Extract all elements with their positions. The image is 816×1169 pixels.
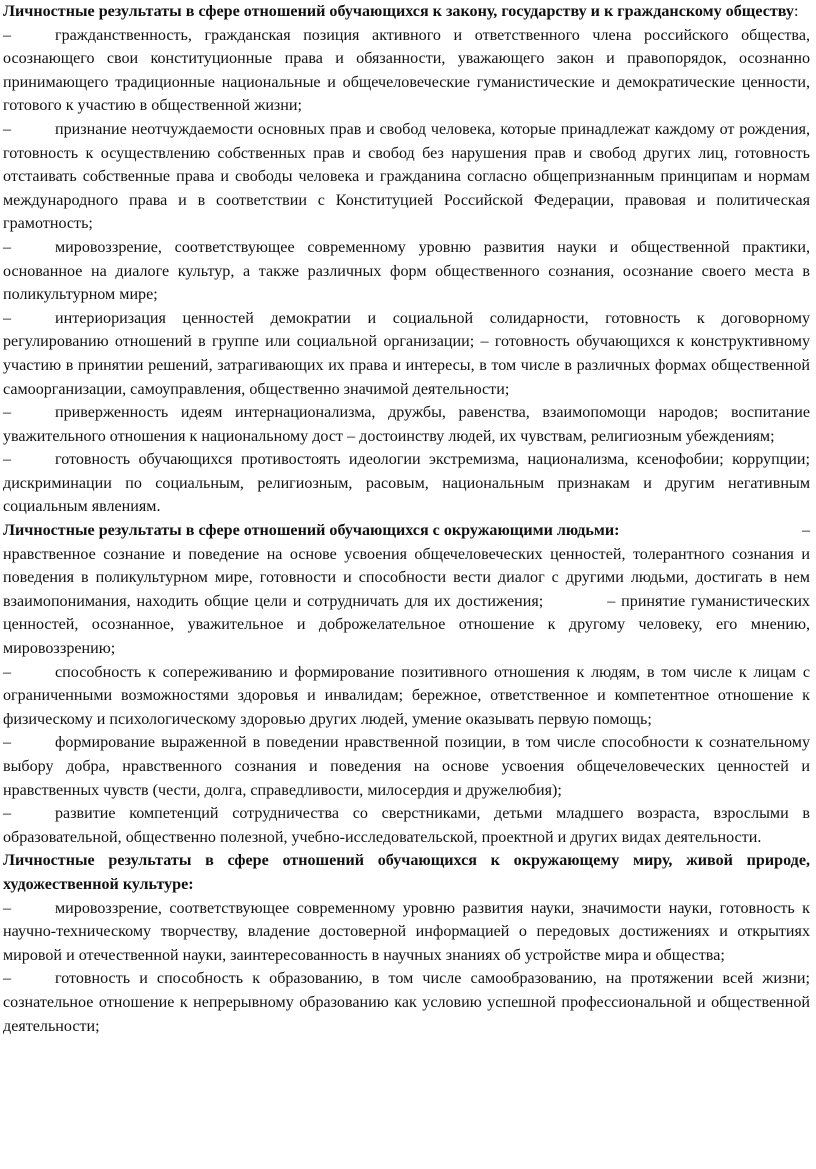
list-item-text: приверженность идеям интернационализма, дружбы, равенства, взаимопомощи народов; воспитание уважительного отношения к национальному дост – достоинству людей, их чувствам, религиозным убеждениям; bbox=[3, 404, 810, 445]
list-item bbox=[3, 661, 810, 732]
dash-marker: – bbox=[3, 970, 12, 988]
list-item bbox=[3, 897, 810, 968]
list-item-text: признание неотчуждаемости основных прав и свобод человека, которые принадлежат каждому от рождения, готовность к осуществлению собственных прав и свобод без нарушения прав и свобод других лиц, готовность отстаивать собственные права и свободы человека и гражданина согласно общепризнанным принципам и нормам международного права и в соответствии с Конституцией Российской Федерации, правовая и политическая грамотность; bbox=[3, 120, 810, 233]
dash-marker: – bbox=[3, 734, 12, 752]
dash-marker: – bbox=[3, 309, 12, 327]
list-item-text: мировоззрение, соответствующее современному уровню развития науки, значимости науки, готовность к научно-техническому творчеству, владение достоверной информацией о передовых достижениях и открытиях мировой и отечественной науки, заинтересованность в научных знаниях об устройстве мира и общества; bbox=[3, 899, 810, 964]
section-heading-text: Личностные результаты в сфере отношений обучающихся к окружающему миру, живой природе, художественной культуре: bbox=[3, 852, 810, 893]
list-item bbox=[3, 401, 810, 448]
list-item bbox=[3, 731, 810, 802]
list-item bbox=[3, 24, 810, 118]
list-item-text: готовность и способность к образованию, в том числе самообразованию, на протяжении всей жизни; сознательное отношение к непрерывному образованию как условию успешной профессиональной и общественной деятельности; bbox=[3, 970, 810, 1035]
list-item bbox=[3, 967, 810, 1038]
dash-marker: – bbox=[3, 238, 12, 256]
section-heading bbox=[3, 849, 810, 896]
list-item bbox=[3, 448, 810, 519]
list-item bbox=[3, 802, 810, 849]
section-heading bbox=[3, 519, 810, 543]
list-item-text: развитие компетенций сотрудничества со сверстниками, детьми младшего возраста, взрослыми в образовательной, общественно полезной, учебно-исследовательской, проектной и других видах деятельности. bbox=[3, 805, 810, 846]
heading-colon: : bbox=[793, 3, 799, 20]
list-item-text: готовность обучающихся противостоять идеологии экстремизма, национализма, ксенофобии; коррупции; дискриминации по социальным, религиозным, расовым, национальным признакам и другим негативным социальным явлениям. bbox=[3, 451, 810, 516]
list-item-text: формирование выраженной в поведении нравственной позиции, в том числе способности к сознательному выбору добра, нравственного сознания и поведения на основе усвоения общечеловеческих ценностей и нравственных чувств (чести, долга, справедливости, милосердия и дружелюбия); bbox=[3, 734, 810, 799]
list-item-text: мировоззрение, соответствующее современному уровню развития науки и общественной практики, основанное на диалоге культур, а также различных форм общественного сознания, осознание своего места в поликультурном мире; bbox=[3, 238, 810, 304]
dash-marker: – bbox=[3, 404, 12, 422]
list-item bbox=[3, 236, 810, 307]
list-item bbox=[3, 307, 810, 401]
heading-tail-dash: – bbox=[801, 522, 810, 540]
list-item-text: интериоризация ценностей демократии и социальной солидарности, готовность к договорному регулированию отношений в группе или социальной организации; – готовность обучающихся к конструктивному участию в принятии решений, затрагивающих их права и интересы, в том числе в различных формах общественной самоорганизации, самоуправления, общественно значимой деятельности; bbox=[3, 309, 810, 398]
dash-marker: – bbox=[3, 26, 12, 44]
list-item-text: нравственное сознание и поведение на основе усвоения общечеловеческих ценностей, толерантного сознания и поведения в поликультурном мире, готовности и способности вести диалог с другими людьми, достигать в нем взаимопонимания, находить общие цели и сотрудничать для их достижения; bbox=[3, 545, 810, 610]
list-item bbox=[3, 118, 810, 236]
section-heading bbox=[3, 0, 810, 24]
list-item-text: гражданственность, гражданская позиция активного и ответственного члена российского общества, осознающего свои конституционные права и обязанности, уважающего закон и правопорядок, осознанно принимающего традиционные национальные и общечеловеческие гуманистические и демократические ценности, готового к участию в общественной жизни; bbox=[3, 26, 810, 115]
list-item-text: – принятие гуманистических ценностей, осознанное, уважительное и доброжелательное отношение к другому человеку, его мнению, мировоззрению; bbox=[3, 592, 810, 658]
dash-marker: – bbox=[3, 120, 12, 138]
dash-marker: – bbox=[3, 805, 12, 823]
list-item bbox=[3, 543, 810, 661]
section-heading-text: Личностные результаты в сфере отношений обучающихся к закону, государству и к гражданскому обществу bbox=[3, 3, 794, 20]
dash-marker: – bbox=[3, 899, 12, 917]
section-heading-text: Личностные результаты в сфере отношений обучающихся с окружающими людьми: bbox=[3, 522, 620, 540]
list-item-text: способность к сопереживанию и формирование позитивного отношения к людям, в том числе к лицам с ограниченными возможностями здоровья и инвалидам; бережное, ответственное и компетентное отношение к физическому и психологическому здоровью других людей, умение оказывать первую помощь; bbox=[3, 663, 810, 728]
dash-marker: – bbox=[3, 451, 12, 469]
dash-marker: – bbox=[3, 663, 12, 681]
